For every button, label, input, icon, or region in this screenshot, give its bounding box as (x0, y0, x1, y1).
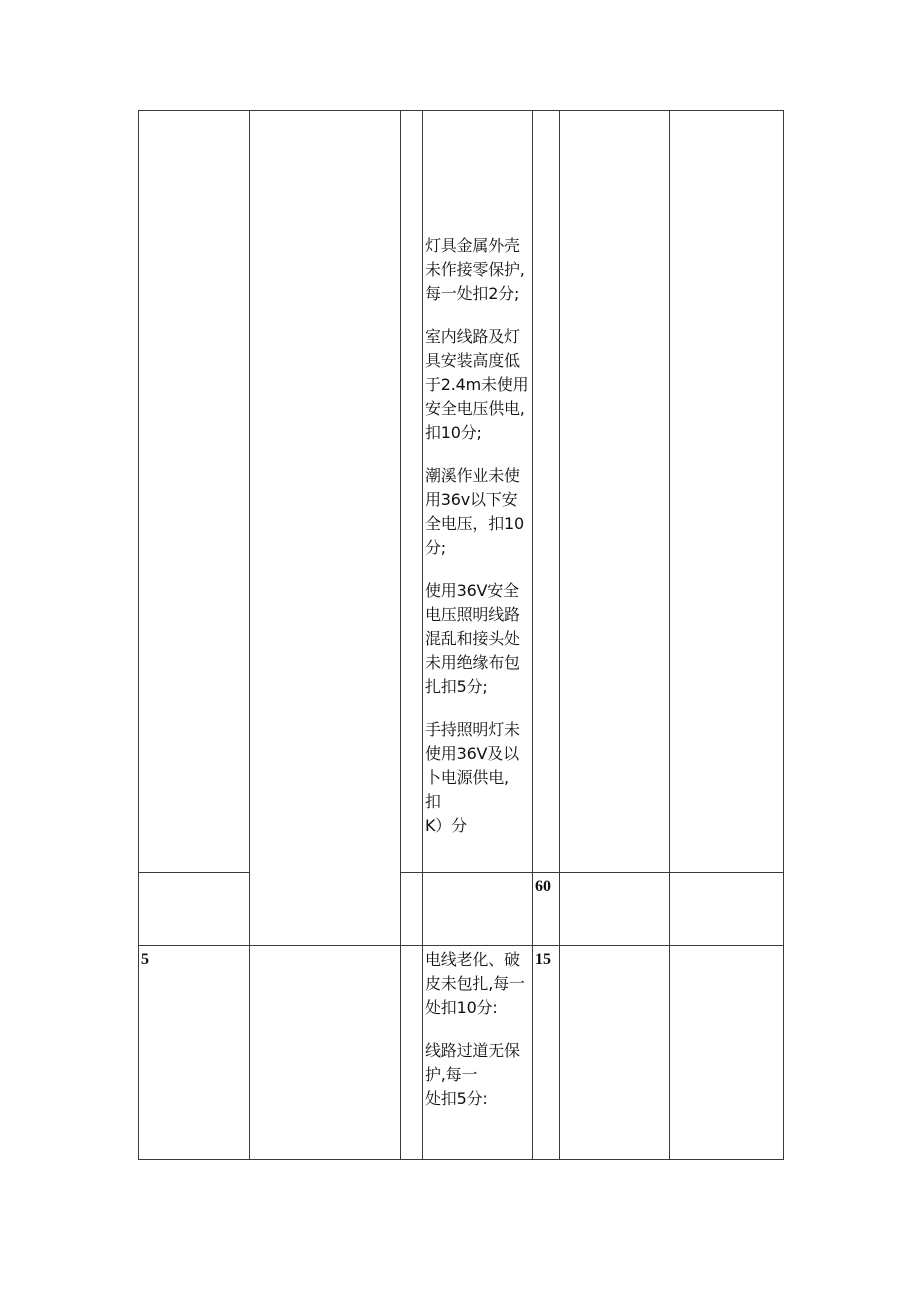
deduction-criteria-list (425, 946, 532, 1111)
criteria-item: 线路过道无保 护,每一 处扣5分: (425, 1041, 520, 1108)
deduction-criteria-cell (423, 111, 533, 873)
serial-number: 5 (141, 951, 149, 968)
deduction-criteria-cell (423, 873, 533, 946)
criteria-item: 使用36V安全 电压照明线路 混乱和接头处 未用绝缘布包 扎扣5分; (425, 581, 520, 696)
serial-number-cell (139, 111, 250, 873)
table-row (139, 946, 784, 1160)
inspection-item-cell (250, 946, 401, 1160)
deducted-score-cell (560, 946, 670, 1160)
score-cell (533, 873, 560, 946)
deducted-score-cell (560, 111, 670, 873)
criteria-item: 电线老化、破 皮未包扎,每一 处扣10分: (425, 950, 525, 1017)
criteria-item: 灯具金属外壳 未作接零保护, 每一处扣2分; (425, 236, 525, 303)
narrow-column-cell (401, 873, 423, 946)
deduction-criteria-cell (423, 946, 533, 1160)
table-row (139, 873, 784, 946)
inspection-item-cell (250, 111, 401, 946)
actual-score-cell (670, 111, 784, 873)
table-row (139, 111, 784, 873)
actual-score-cell (670, 946, 784, 1160)
score-value: 15 (535, 951, 551, 968)
score-value: 60 (535, 878, 551, 895)
criteria-item: 手持照明灯未 使用36V及以 卜电源供电, 扣 K）分 (425, 720, 520, 835)
inspection-score-table-wrapper (138, 110, 783, 1159)
narrow-column-cell (401, 111, 423, 873)
score-cell (533, 946, 560, 1160)
narrow-column-cell (401, 946, 423, 1160)
criteria-item: 潮溪作业未使 用36v以下安 全电压，扣10 分; (425, 466, 524, 557)
actual-score-cell (670, 873, 784, 946)
deduction-criteria-list (425, 111, 532, 838)
deducted-score-cell (560, 873, 670, 946)
serial-number-cell (139, 873, 250, 946)
inspection-score-table (138, 110, 784, 1160)
score-cell (533, 111, 560, 873)
criteria-item: 室内线路及灯 具安装高度低 于2.4m未使用 安全电压供电, 扣10分; (425, 327, 529, 442)
serial-number-cell (139, 946, 250, 1160)
